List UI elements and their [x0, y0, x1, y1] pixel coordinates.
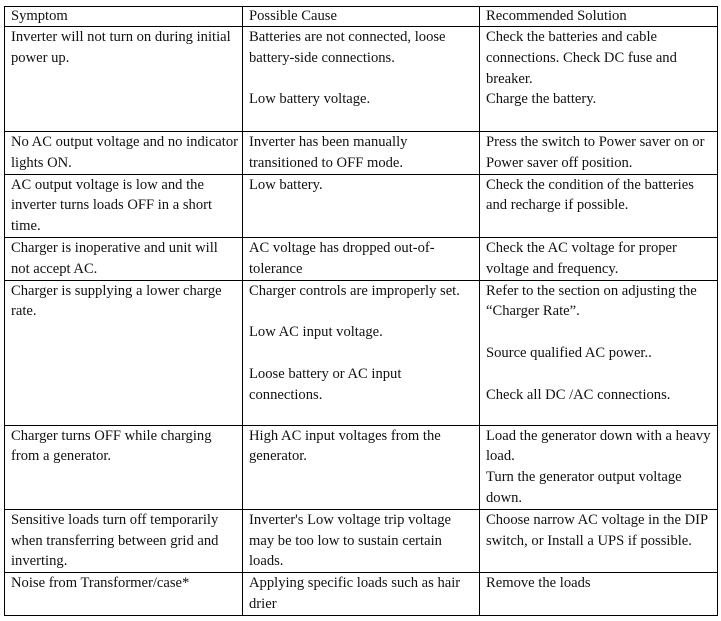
table-row	[5, 237, 718, 280]
symptom-cell	[5, 27, 243, 132]
solution-text: Load the generator down with a heavy load.	[486, 427, 711, 465]
solution-text: Choose narrow AC voltage in the DIP switch, or Install a UPS if possible.	[486, 511, 708, 549]
solution-cell	[480, 425, 718, 509]
solution-cell	[480, 573, 718, 616]
symptom-text: No AC output voltage and no indicator lights ON.	[11, 134, 238, 171]
solution-text: Check the condition of the batteries and recharge if possible.	[486, 176, 694, 214]
symptom-text: Noise from Transformer/case*	[11, 575, 190, 592]
cause-cell	[243, 132, 480, 175]
solution-cell	[480, 27, 718, 132]
solution-text: Remove the loads	[486, 575, 591, 592]
symptom-text: Sensitive loads turn off temporarily when transferring between grid and inverting.	[11, 511, 219, 570]
cause-cell	[243, 174, 480, 237]
symptom-cell	[5, 509, 243, 572]
symptom-text: Charger turns OFF while charging from a generator.	[11, 427, 212, 465]
cause-text: Batteries are not connected, loose battery-side connections.	[249, 29, 446, 66]
table-row	[5, 280, 718, 425]
solution-text: Charge the battery.	[486, 91, 597, 108]
solution-text: Check all DC /AC connections.	[486, 386, 671, 403]
cause-cell	[243, 27, 480, 132]
symptom-cell	[5, 573, 243, 616]
cause-column-header: Possible Cause	[243, 7, 480, 27]
cause-text: Low battery voltage.	[249, 91, 371, 108]
table-row	[5, 509, 718, 572]
symptom-cell	[5, 280, 243, 425]
table-row	[5, 132, 718, 175]
cause-text: Applying specific loads such as hair drier	[249, 575, 461, 612]
solution-cell	[480, 237, 718, 280]
cause-text: Loose battery or AC input connections.	[249, 365, 402, 403]
cause-text: Charger controls are improperly set.	[249, 282, 460, 299]
solution-cell	[480, 174, 718, 237]
cause-text: Low battery.	[249, 176, 323, 193]
troubleshooting-table	[4, 6, 718, 616]
cause-cell	[243, 425, 480, 509]
cause-text: Inverter's Low voltage trip voltage may be too low to sustain certain loads.	[249, 511, 452, 570]
solution-cell	[480, 509, 718, 572]
symptom-cell	[5, 237, 243, 280]
symptom-cell	[5, 174, 243, 237]
header-row	[5, 7, 718, 27]
solution-text: Check the batteries and cable connections. Check DC fuse and breaker.	[486, 29, 677, 87]
solution-column-header: Recommended Solution	[480, 7, 718, 27]
symptom-text: Inverter will not turn on during initial power up.	[11, 29, 231, 66]
table-row	[5, 425, 718, 509]
symptom-cell	[5, 132, 243, 175]
cause-text: AC voltage has dropped out-of-tolerance	[249, 239, 435, 277]
solution-text: Turn the generator output voltage down.	[486, 469, 682, 506]
cause-text: High AC input voltages from the generator.	[249, 427, 441, 465]
solution-text: Press the switch to Power saver on or Power saver off position.	[486, 134, 705, 171]
cause-cell	[243, 573, 480, 616]
cause-cell	[243, 509, 480, 572]
solution-text: Source qualified AC power..	[486, 344, 652, 361]
symptom-column-header: Symptom	[5, 7, 243, 27]
cause-text: Low AC input voltage.	[249, 324, 383, 341]
cause-cell	[243, 280, 480, 425]
symptom-cell	[5, 425, 243, 509]
solution-text: Check the AC voltage for proper voltage and frequency.	[486, 239, 677, 277]
solution-cell	[480, 280, 718, 425]
symptom-text: Charger is supplying a lower charge rate.	[11, 282, 222, 320]
cause-text: Inverter has been manually transitioned to OFF mode.	[249, 134, 408, 171]
cause-cell	[243, 237, 480, 280]
table-row	[5, 27, 718, 132]
solution-text: Refer to the section on adjusting the “Charger Rate”.	[486, 282, 697, 320]
symptom-text: AC output voltage is low and the inverter turns loads OFF in a short time.	[11, 176, 213, 235]
table-row	[5, 174, 718, 237]
table-row	[5, 573, 718, 616]
symptom-text: Charger is inoperative and unit will not accept AC.	[11, 239, 218, 277]
solution-cell	[480, 132, 718, 175]
